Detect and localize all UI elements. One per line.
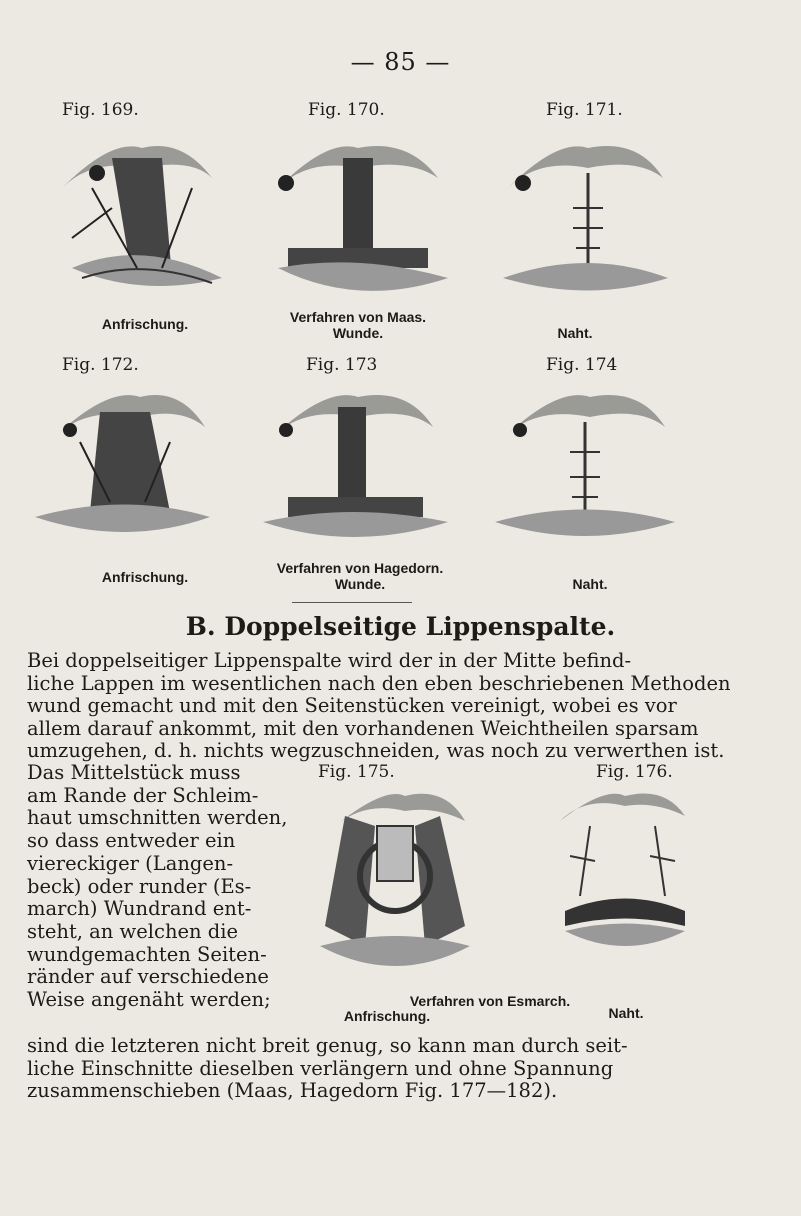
text-line: Bei doppelseitiger Lippenspalte wird der in der Mitte befind-	[27, 649, 632, 672]
page-number: — 85 —	[350, 48, 451, 76]
fig-170-caption-wunde: Wunde.	[332, 325, 384, 341]
fig-173-illustration	[248, 382, 458, 552]
text-line: so dass entweder ein	[27, 829, 236, 853]
fig-174-label: Fig. 174	[546, 355, 618, 375]
fig-170-illustration	[258, 128, 458, 308]
fig-174-caption: Naht.	[572, 576, 608, 592]
text-line: Das Mittelstück muss	[27, 761, 241, 784]
paragraph-column	[27, 762, 289, 1012]
text-line: liche Lappen im wesentlichen nach den eben beschriebenen Methoden	[27, 671, 731, 695]
text-line: ränder auf verschiedene	[27, 965, 269, 989]
fig-169-illustration	[52, 128, 232, 308]
fig-175-caption: Anfrischung.	[343, 1008, 431, 1024]
text-line: steht, an welchen die	[27, 919, 239, 943]
fig-173-caption-method: Verfahren von Hagedorn.	[276, 560, 444, 576]
fig-175-176-method-caption: Verfahren von Esmarch.	[409, 993, 571, 1009]
fig-176-illustration	[545, 786, 695, 966]
fig-170-caption-method: Verfahren von Maas.	[289, 309, 427, 325]
text-line: wundgemachten Seiten-	[27, 942, 267, 966]
text-line: allem darauf ankommt, mit den vorhandenen Weichtheilen sparsam	[27, 716, 699, 740]
fig-169-label: Fig. 169.	[62, 100, 139, 120]
fig-171-label: Fig. 171.	[546, 100, 623, 120]
fig-173-label: Fig. 173	[306, 355, 378, 375]
text-line: zusammenschieben (Maas, Hagedorn Fig. 177—182).	[27, 1079, 558, 1102]
fig-176-label: Fig. 176.	[596, 762, 673, 782]
text-line: haut umschnitten werden,	[27, 806, 288, 830]
text-line: wund gemacht und mit den Seitenstücken vereinigt, wobei es vor	[27, 694, 677, 718]
text-line: sind die letzteren nicht breit genug, so kann man durch seit-	[27, 1034, 628, 1057]
fig-176-caption: Naht.	[608, 1005, 644, 1021]
fig-175-label: Fig. 175.	[318, 762, 395, 782]
fig-170-label: Fig. 170.	[308, 100, 385, 120]
fig-171-caption: Naht.	[557, 325, 593, 341]
fig-171-illustration	[488, 128, 678, 308]
paragraph-intro	[27, 650, 775, 763]
fig-172-illustration	[30, 382, 220, 552]
text-line: liche Einschnitte dieselben verlängern und ohne Spannung	[27, 1056, 614, 1080]
section-heading: B. Doppelseitige Lippenspalte.	[185, 612, 616, 641]
fig-175-illustration	[305, 786, 480, 986]
heading-rule	[292, 602, 412, 603]
fig-173-caption-wunde: Wunde.	[334, 576, 386, 592]
fig-172-label: Fig. 172.	[62, 355, 139, 375]
text-line: Weise angenäht werden;	[27, 988, 271, 1012]
fig-169-caption: Anfrischung.	[101, 316, 189, 332]
text-line: umzugehen, d. h. nichts wegzuschneiden, was noch zu verwerthen ist.	[27, 739, 725, 763]
text-line: am Rande der Schleim-	[27, 783, 259, 807]
paragraph-end	[27, 1035, 775, 1103]
fig-174-illustration	[480, 382, 680, 552]
text-line: march) Wundrand ent-	[27, 897, 252, 921]
text-line: beck) oder runder (Es-	[27, 874, 252, 898]
text-line: viereckiger (Langen-	[27, 851, 234, 875]
fig-172-caption: Anfrischung.	[101, 569, 189, 585]
